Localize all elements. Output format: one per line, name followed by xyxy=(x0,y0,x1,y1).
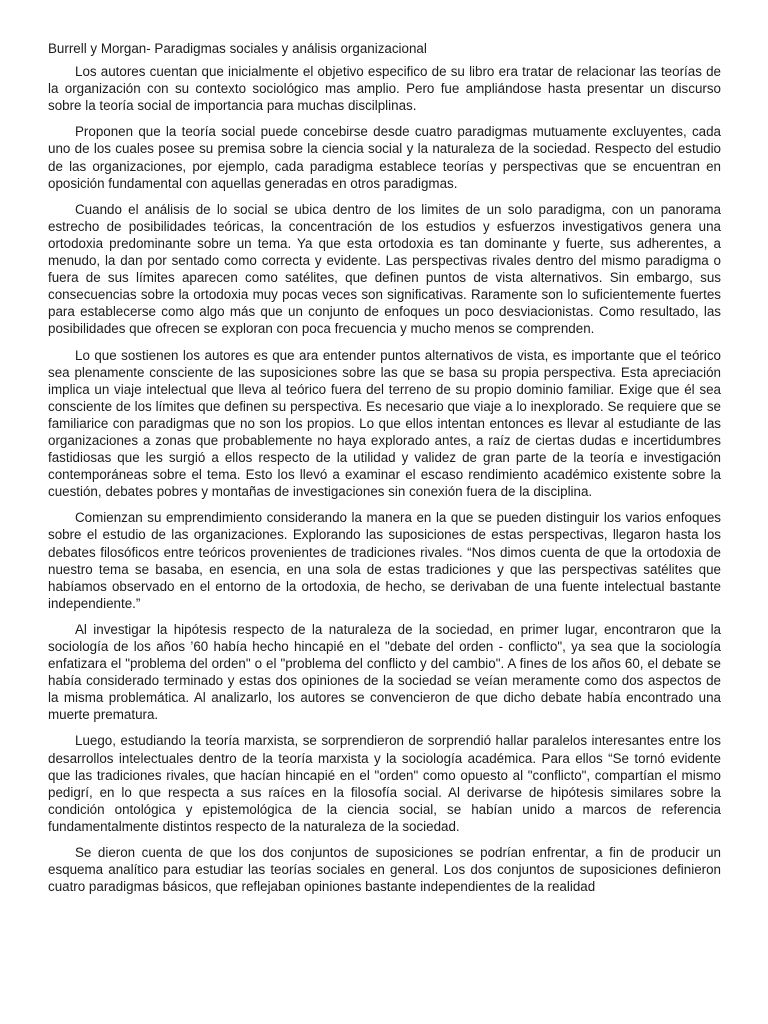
document-page xyxy=(48,40,721,904)
paragraph-2: Proponen que la teoría social puede concebirse desde cuatro paradigmas mutuamente excluyentes, cada uno de los cuales posee su premisa sobre la ciencia social y la naturaleza de la sociedad. Respecto del estudio de las organizaciones, por ejemplo, cada paradigma establece teorías y perspectivas que se encuentran en oposición fundamental con aquellas generadas en otros paradigmas. xyxy=(48,124,721,191)
paragraph-6: Al investigar la hipótesis respecto de la naturaleza de la sociedad, en primer lugar, encontraron que la sociología de los años ’60 había hecho hincapié en el "debate del orden - conflicto", ya sea que la sociología enfatizara el "problema del orden" o el "problema del conflicto y del cambio". A fines de los años 60, el debate se había considerado terminado y estas dos opiniones de la sociedad se veían meramente como dos aspectos de la misma problemática. Al analizarlo, los autores se convencieron de que dicho debate había encontrado una muerte prematura. xyxy=(48,621,721,723)
paragraph-1: Los autores cuentan que inicialmente el objetivo especifico de su libro era tratar de relacionar las teorías de la organización con su contexto sociológico mas amplio. Pero fue ampliándose hasta presentar un discurso sobre la teoría social de importancia para muchas discilplinas. xyxy=(48,64,721,114)
paragraph-3: Cuando el análisis de lo social se ubica dentro de los limites de un solo paradigma, con un panorama estrecho de posibilidades teóricas, la concentración de los estudios y esfuerzos investigativos genera una ortodoxia predominante sobre un tema. Ya que esta ortodoxia es tan dominante y fuerte, sus adherentes, a menudo, la dan por sentado como correcta y evidente. Las perspectivas rivales dentro del mismo paradigma o fuera de sus límites aparecen como satélites, que definen puntos de vista alternativos. Sin embargo, sus consecuencias sobre la ortodoxia muy pocas veces son significativas. Raramente son lo suficientemente fuertes para establecerse como algo más que un conjunto de enfoques un poco desviacionistas. Como resultado, las posibilidades que ofrecen se exploran con poca frecuencia y mucho menos se comprenden. xyxy=(48,201,721,337)
paragraph-8: Se dieron cuenta de que los dos conjuntos de suposiciones se podrían enfrentar, a fin de producir un esquema analítico para estudiar las teorías sociales en general. Los dos conjuntos de suposiciones definieron cuatro paradigmas básicos, que reflejaban opiniones bastante independientes de la realidad xyxy=(48,845,721,895)
paragraph-5: Comienzan su emprendimiento considerando la manera en la que se pueden distinguir los varios enfoques sobre el estudio de las organizaciones. Explorando las suposiciones de estas perspectivas, llegaron hasta los debates filosóficos entre teóricos provenientes de tradiciones rivales. “Nos dimos cuenta de que la ortodoxia de nuestro tema se basaba, en esencia, en una sola de estas tradiciones y que las perspectivas satélites que habíamos observado en el entorno de la ortodoxia, de hecho, se derivaban de una fuente intelectual bastante independiente.” xyxy=(48,510,721,611)
paragraph-7: Luego, estudiando la teoría marxista, se sorprendieron de sorprendió hallar paralelos interesantes entre los desarrollos intelectuales dentro de la teoría marxista y la sociología académica. Para ellos “Se tornó evidente que las tradiciones rivales, que hacían hincapié en el "orden" como opuesto al "conflicto", compartían el mismo pedigrí, en lo que respecta a sus raíces en la filosofía social. Al derivarse de hipótesis similares sobre la condición ontológica y epistemológica de la ciencia social, se habían unido a marcos de referencia fundamentalmente distintos respecto de la naturaleza de la sociedad. xyxy=(48,733,721,834)
document-title: Burrell y Morgan- Paradigmas sociales y análisis organizacional xyxy=(48,41,427,56)
paragraph-4: Lo que sostienen los autores es que ara entender puntos alternativos de vista, es importante que el teórico sea plenamente consciente de las suposiciones sobre las que se basa su propia perspectiva. Esta apreciación implica un viaje intelectual que lleva al teórico fuera del terreno de su propio dominio familiar. Exige que él sea consciente de los límites que definen su perspectiva. Es necesario que viaje a lo inexplorado. Se requiere que se familiarice con paradigmas que no son los propios. Lo que ellos intentan entonces es llevar al estudiante de las organizaciones a zonas que probablemente no haya explorado antes, a raíz de ciertas dudas e incertidumbres fastidiosas que les surgió a ellos respecto de la utilidad y validez de gran parte de la teoría e investigación contemporáneas sobre el tema. Esto los llevó a examinar el escaso rendimiento académico existente sobre la cuestión, debates pobres y montañas de investigaciones sin conexión fuera de la disciplina. xyxy=(48,347,721,500)
